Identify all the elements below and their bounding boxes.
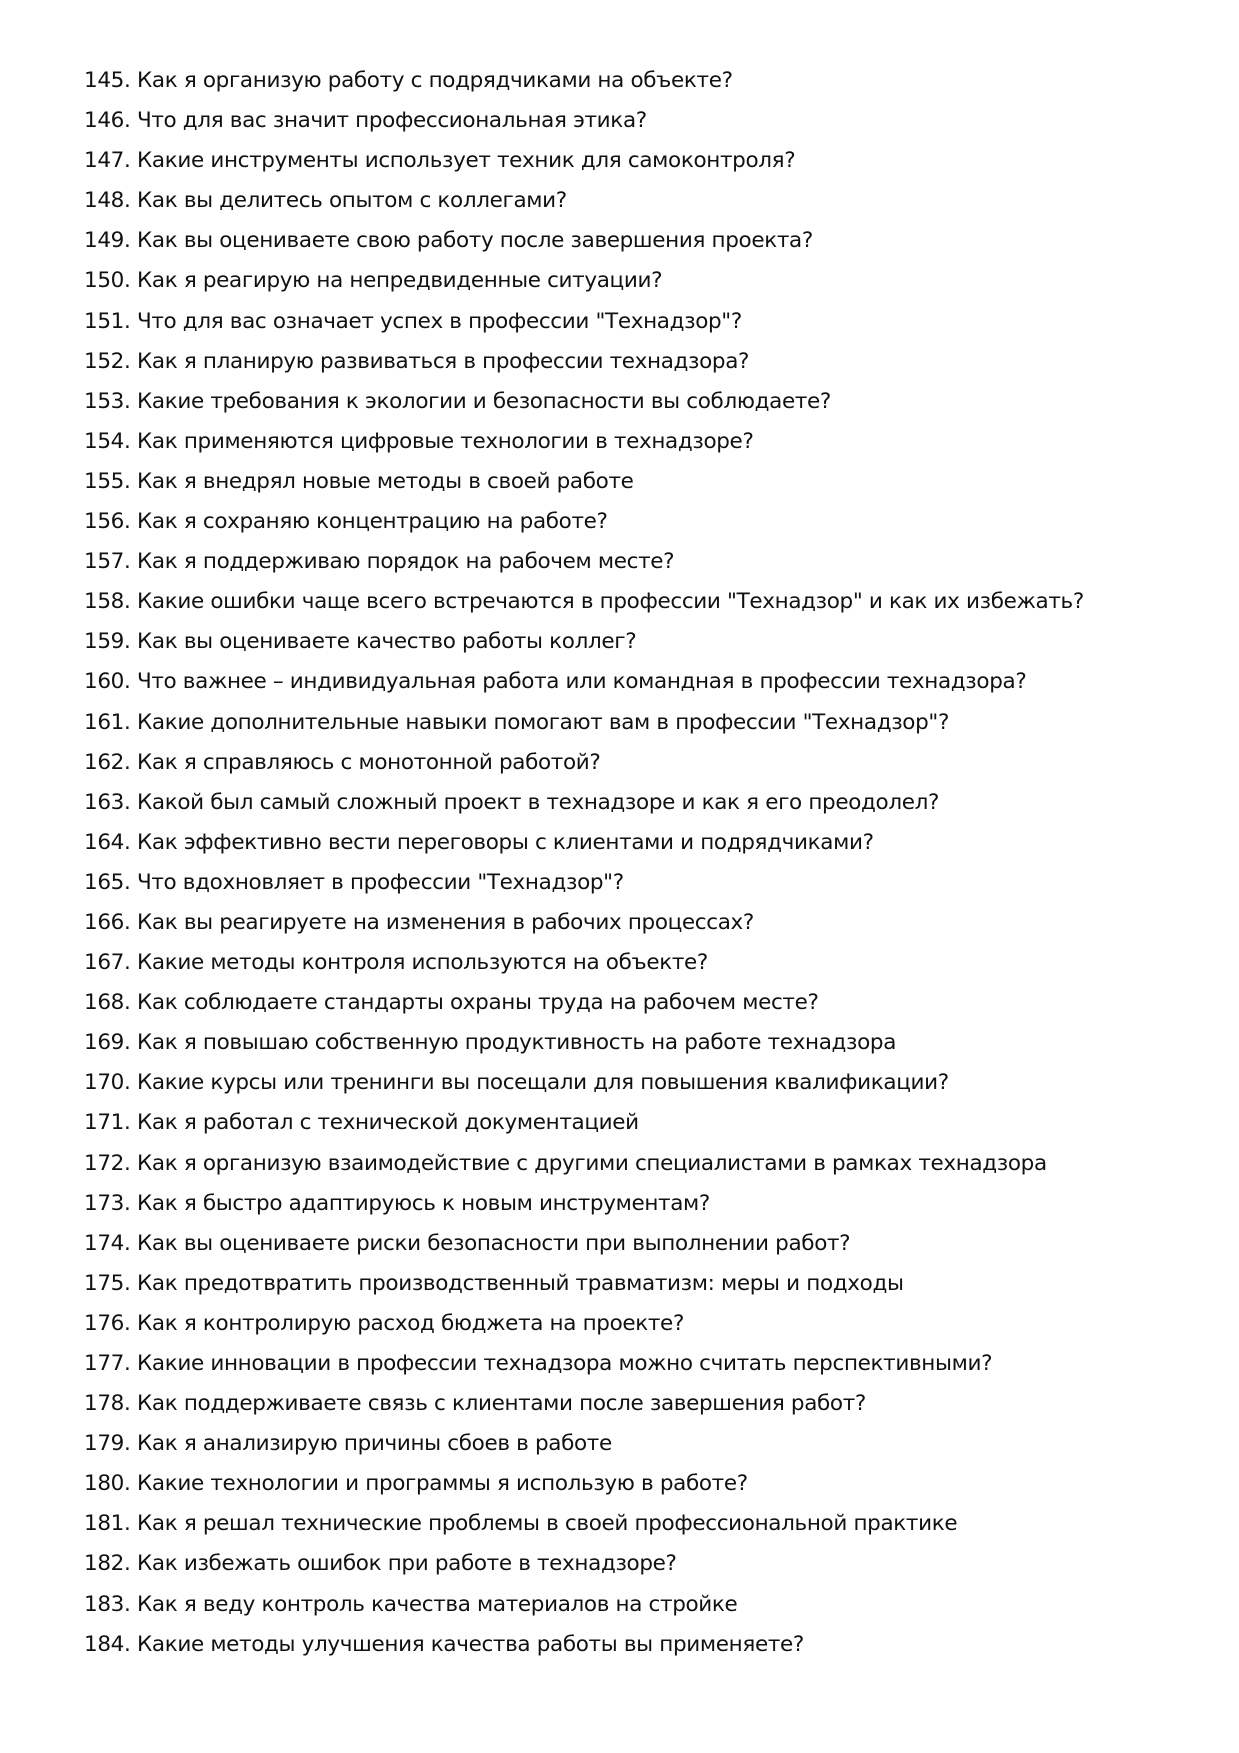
question-item: 181. Как я решал технические проблемы в своей профессиональной практике (84, 1511, 958, 1537)
question-item: 182. Как избежать ошибок при работе в технадзоре? (84, 1551, 677, 1577)
question-item: 177. Какие инновации в профессии технадзора можно считать перспективными? (84, 1351, 993, 1376)
question-item: 164. Как эффективно вести переговоры с клиентами и подрядчиками? (84, 829, 874, 855)
question-list (84, 61, 1084, 1665)
question-item: 148. Как вы делитесь опытом с коллегами? (84, 188, 567, 214)
question-item: 184. Какие методы улучшения качества работы вы применяете? (84, 1631, 804, 1657)
question-item: 170. Какие курсы или тренинги вы посещали для повышения квалификации? (84, 1070, 949, 1096)
question-item: 152. Как я планирую развиваться в профессии технадзора? (84, 348, 750, 374)
question-item: 171. Как я работал с технической документацией (84, 1110, 639, 1136)
question-item: 179. Как я анализирую причины сбоев в работе (84, 1431, 612, 1457)
question-item: 158. Какие ошибки чаще всего встречаются в профессии "Технадзор" и как их избежать? (84, 589, 1084, 615)
question-item: 153. Какие требования к экологии и безопасности вы соблюдаете? (84, 388, 831, 414)
question-item: 176. Как я контролирую расход бюджета на проекте? (84, 1310, 684, 1336)
question-item: 169. Как я повышаю собственную продуктивность на работе технадзора (84, 1030, 897, 1056)
question-item: 174. Как вы оцениваете риски безопасности при выполнении работ? (84, 1230, 851, 1256)
question-item: 165. Что вдохновляет в профессии "Технадзор"? (84, 869, 624, 895)
question-item: 149. Как вы оцениваете свою работу после завершения проекта? (84, 228, 813, 254)
question-item: 155. Как я внедрял новые методы в своей работе (84, 468, 634, 494)
question-item: 146. Что для вас значит профессиональная этика? (84, 108, 647, 134)
question-item: 157. Как я поддерживаю порядок на рабочем месте? (84, 549, 675, 575)
question-item: 175. Как предотвратить производственный травматизм: меры и подходы (84, 1270, 904, 1296)
question-item: 151. Что для вас означает успех в профессии "Технадзор"? (84, 308, 742, 334)
question-item: 167. Какие методы контроля используются на объекте? (84, 950, 708, 976)
question-item: 160. Что важнее – индивидуальная работа или командная в профессии технадзора? (84, 669, 1027, 695)
question-item: 166. Как вы реагируете на изменения в рабочих процессах? (84, 909, 754, 935)
question-item: 161. Какие дополнительные навыки помогают вам в профессии "Технадзор"? (84, 709, 950, 735)
question-item: 172. Как я организую взаимодействие с другими специалистами в рамках технадзора (84, 1150, 1047, 1176)
question-item: 162. Как я справляюсь с монотонной работой? (84, 749, 601, 775)
question-item: 178. Как поддерживаете связь с клиентами после завершения работ? (84, 1391, 866, 1417)
question-item: 180. Какие технологии и программы я использую в работе? (84, 1471, 748, 1497)
question-item: 145. Как я организую работу с подрядчиками на объекте? (84, 68, 733, 93)
question-item: 173. Как я быстро адаптируюсь к новым инструментам? (84, 1190, 710, 1216)
question-item: 183. Как я веду контроль качества материалов на стройке (84, 1591, 738, 1617)
question-item: 150. Как я реагирую на непредвиденные ситуации? (84, 268, 663, 294)
question-item: 159. Как вы оцениваете качество работы коллег? (84, 629, 637, 655)
question-item: 147. Какие инструменты использует техник для самоконтроля? (84, 148, 796, 174)
question-item: 154. Как применяются цифровые технологии в технадзоре? (84, 428, 754, 454)
question-item: 156. Как я сохраняю концентрацию на работе? (84, 509, 608, 535)
question-item: 163. Какой был самый сложный проект в технадзоре и как я его преодолел? (84, 789, 940, 815)
question-item: 168. Как соблюдаете стандарты охраны труда на рабочем месте? (84, 990, 819, 1016)
